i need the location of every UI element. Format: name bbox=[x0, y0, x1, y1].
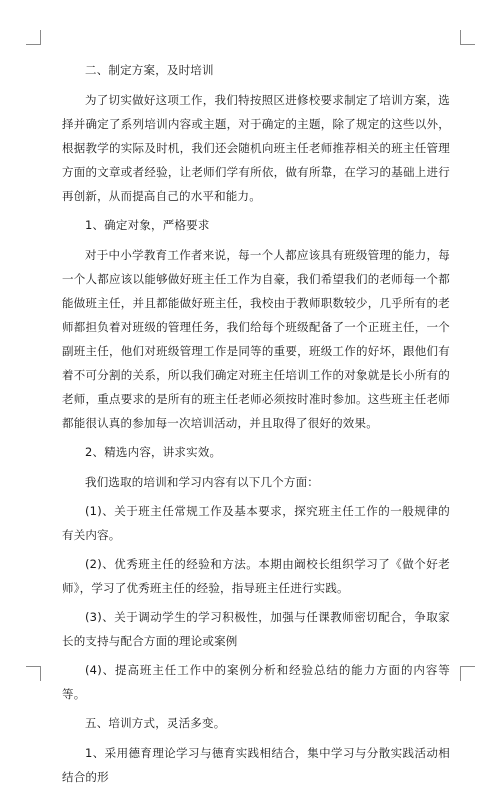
section-heading-plan: 二、制定方案，及时培训 bbox=[85, 63, 214, 77]
section-heading-methods: 五、培训方式，灵活多变。 bbox=[85, 716, 226, 730]
crop-mark-top-left bbox=[26, 30, 41, 45]
paragraph-content-intro: 我们选取的培训和学习内容有以下几个方面： bbox=[85, 475, 319, 489]
list-item-4: (4)、提高班主任工作中的案例分析和经验总结的能力方面的内容等等。 bbox=[62, 663, 450, 701]
crop-mark-bottom-left bbox=[26, 666, 41, 681]
crop-mark-bottom-right bbox=[460, 666, 475, 681]
paragraph-target: 对于中小学教育工作者来说，每一个人都应该具有班级管理的能力，每一个人都应该以能够做好班主任工作为自豪，我们希望我们的老师每一个都能做班主任，并且都能做好班主任，我校由于教师职数较少，几乎所有的老师都担负着对班级的管理任务，我们给每个班级配备了一个正班主任，一个副班主任，他们对班级管理工作是同等的重要，班级工作的好坏，跟他们有着不可分割的关系，所以我们确定对班主任培训工作的对象就是长小所有的老师，重点要求的是所有的班主任老师必须按时准时参加。这些班主任老师都能很认真的参加每一次培训活动，并且取得了很好的效果。 bbox=[62, 248, 450, 430]
list-item-2: (2)、优秀班主任的经验和方法。本期由阚校长组织学习了《做个好老师》，学习了优秀班主任的经验，指导班主任进行实践。 bbox=[62, 557, 450, 595]
subheading-content: 2、精选内容，讲求实效。 bbox=[85, 445, 222, 459]
list-item-3: (3)、关于调动学生的学习积极性，加强与任课教师密切配合，争取家长的支持与配合方面的理论或案例 bbox=[62, 610, 450, 648]
paragraph-plan-intro: 为了切实做好这项工作，我们特按照区进修校要求制定了培训方案，选择并确定了系列培训内容或主题，对于确定的主题，除了规定的这些以外，根据教学的实际及时机，我们还会随机向班主任老师推荐相关的班主任管理方面的文章或者经验，让老师们学有所依，做有所靠，在学习的基础上进行再创新，从而提高自己的水平和能力。 bbox=[62, 93, 450, 203]
subheading-target: 1、确定对象，严格要求 bbox=[85, 218, 210, 232]
document-body bbox=[62, 58, 450, 794]
crop-mark-top-right bbox=[460, 30, 475, 45]
paragraph-methods: 1、采用德育理论学习与德育实践相结合，集中学习与分散实践活动相结合的形 bbox=[62, 746, 450, 784]
list-item-1: (1)、关于班主任常规工作及基本要求，探究班主任工作的一般规律的有关内容。 bbox=[62, 504, 450, 542]
